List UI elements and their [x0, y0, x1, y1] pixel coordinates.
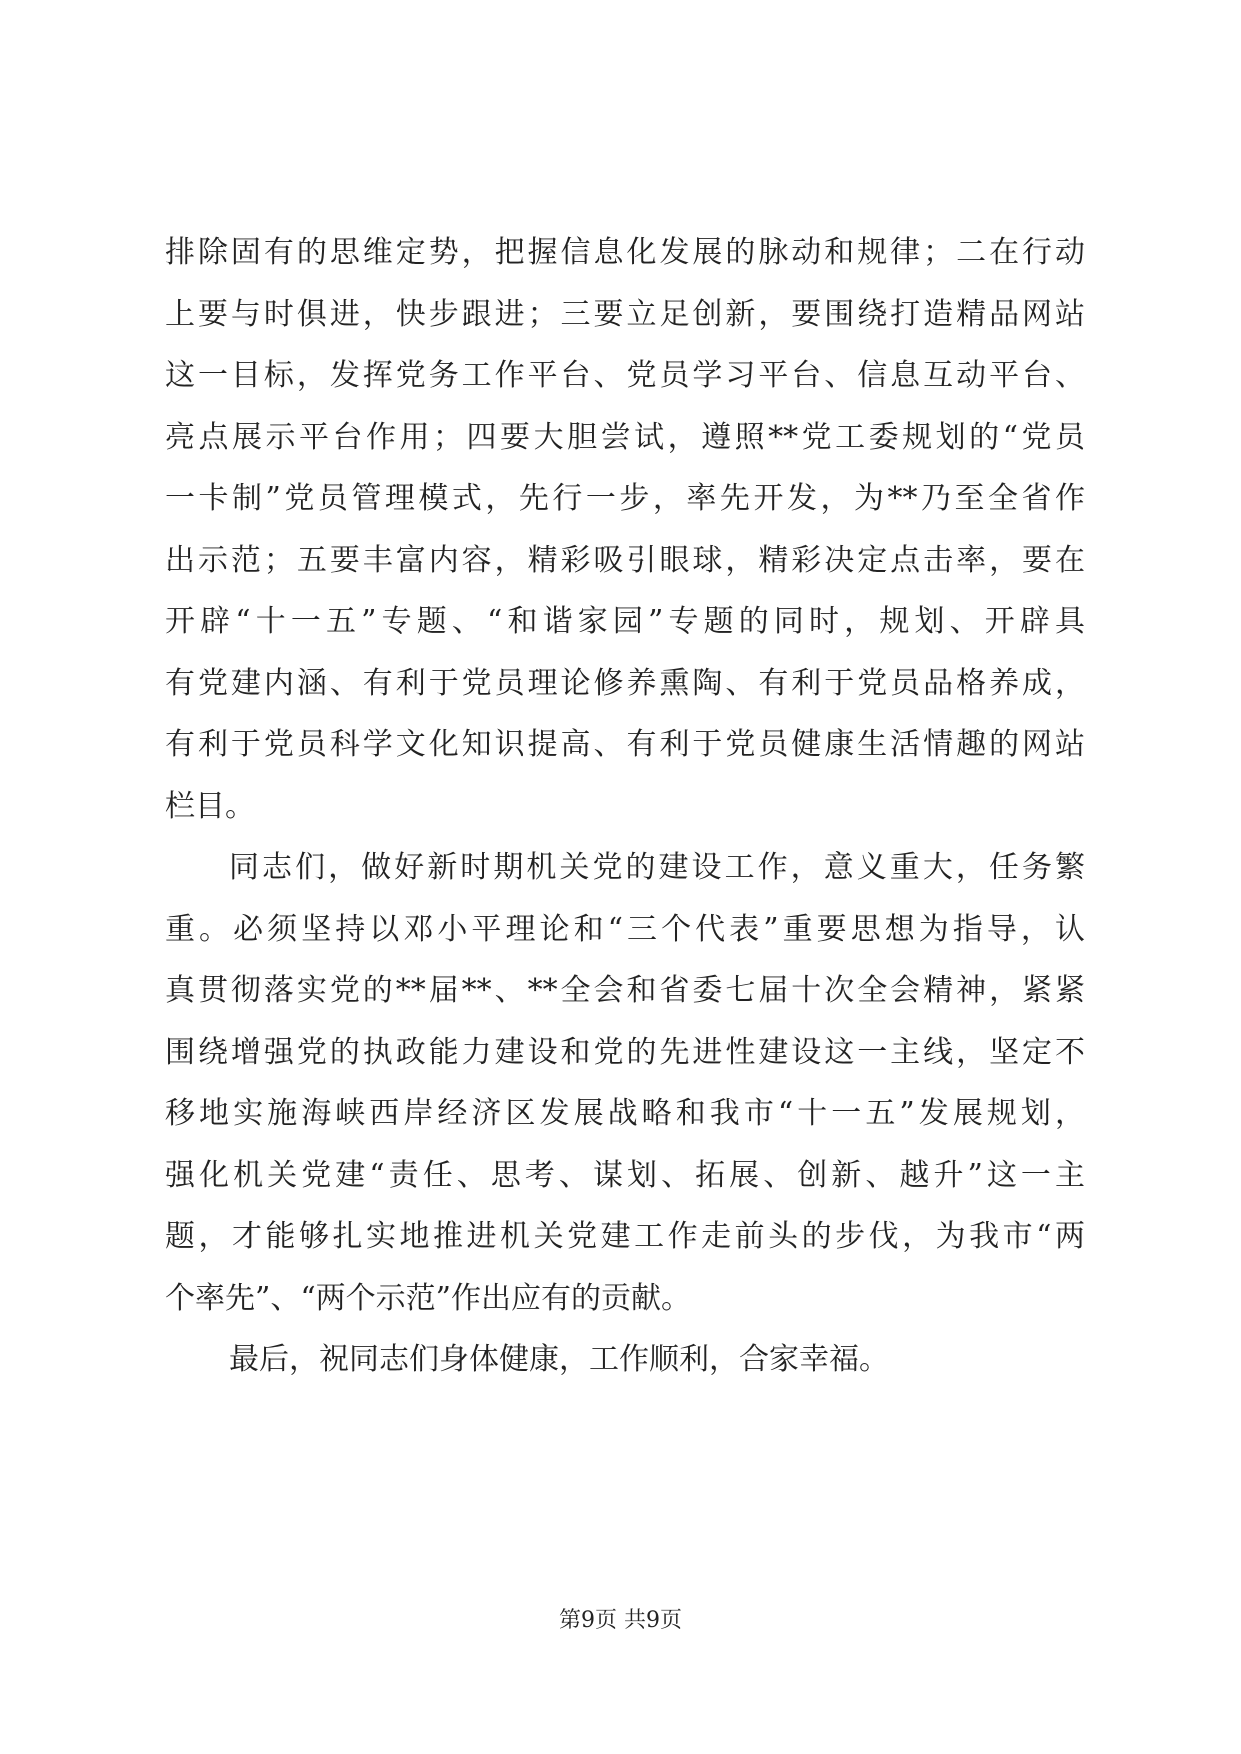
page-number-footer: 第9页 共9页	[559, 1608, 682, 1633]
body-line: 最后，祝同志们身体健康，工作顺利，合家幸福。	[229, 1342, 889, 1377]
body-line: 一卡制”党员管理模式，先行一步，率先开发，为**乃至全省作	[165, 481, 1085, 516]
body-line: 移地实施海峡西岸经济区发展战略和我市“十一五”发展规划，	[165, 1096, 1085, 1131]
body-line: 栏目。	[165, 788, 255, 824]
body-line: 上要与时俱进，快步跟进；三要立足创新，要围绕打造精品网站	[165, 296, 1085, 332]
body-line: 个率先”、“两个示范”作出应有的贡献。	[165, 1280, 692, 1316]
body-line: 出示范；五要丰富内容，精彩吸引眼球，精彩决定点击率，要在	[165, 542, 1085, 578]
body-line: 同志们，做好新时期机关党的建设工作，意义重大，任务繁	[229, 850, 1085, 885]
body-line: 围绕增强党的执政能力建设和党的先进性建设这一主线，坚定不	[165, 1034, 1085, 1070]
body-line: 强化机关党建“责任、思考、谋划、拓展、创新、越升”这一主	[165, 1157, 1085, 1193]
body-line: 排除固有的思维定势，把握信息化发展的脉动和规律；二在行动	[165, 235, 1085, 270]
body-line: 有利于党员科学文化知识提高、有利于党员健康生活情趣的网站	[165, 727, 1085, 762]
body-line: 开辟“十一五”专题、“和谐家园”专题的同时，规划、开辟具	[165, 604, 1085, 639]
body-line: 这一目标，发挥党务工作平台、党员学习平台、信息互动平台、	[165, 358, 1085, 393]
document-body	[165, 222, 1085, 1391]
body-line: 重。必须坚持以邓小平理论和“三个代表”重要思想为指导，认	[165, 911, 1085, 947]
body-line: 题，才能够扎实地推进机关党建工作走前头的步伐，为我市“两	[165, 1219, 1085, 1254]
body-line: 真贯彻落实党的**届**、**全会和省委七届十次全会精神，紧紧	[165, 973, 1085, 1008]
body-line: 亮点展示平台作用；四要大胆尝试，遵照**党工委规划的“党员	[165, 419, 1085, 455]
body-line: 有党建内涵、有利于党员理论修养熏陶、有利于党员品格养成，	[165, 665, 1085, 701]
